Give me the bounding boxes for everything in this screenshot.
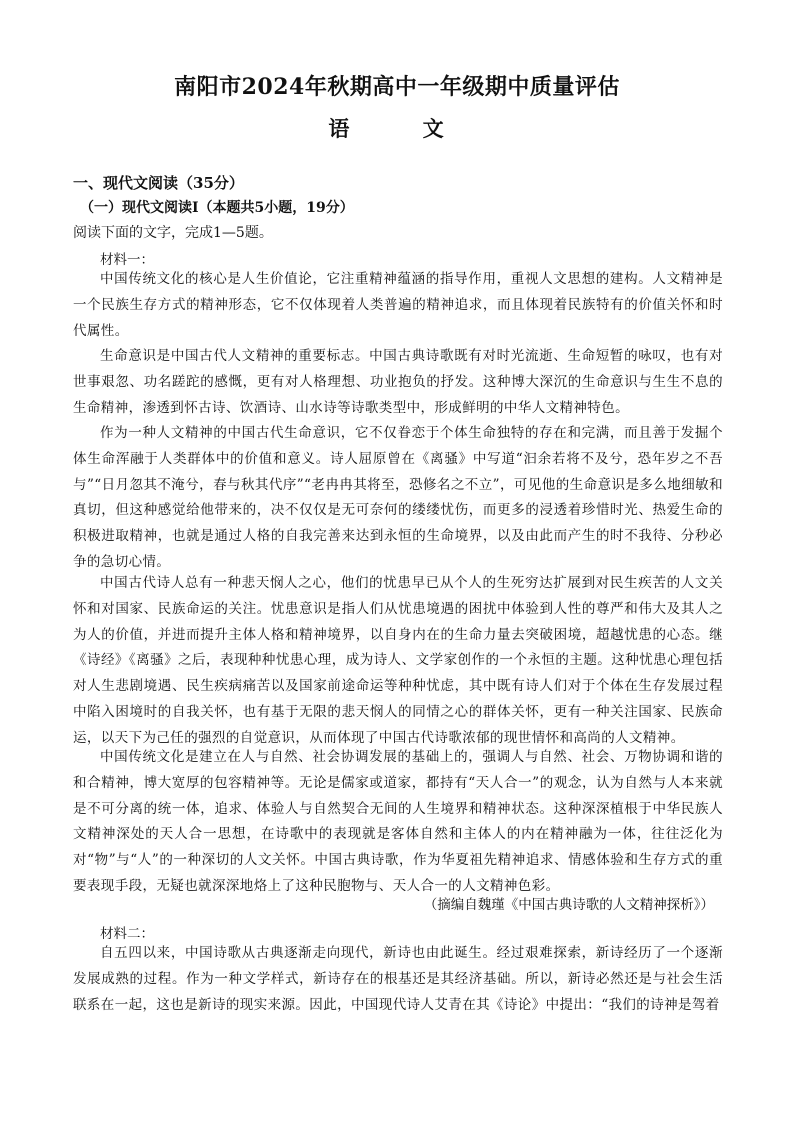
- material-one-paragraph: 中国传统文化是建立在人与自然、社会协调发展的基础上的，强调人与自然、社会、万物协调和谐的和合精神，博大宽厚的包容精神等。无论是儒家或道家，都持有“天人合一”的观念，认为自然与人本来就是不可分离的统一体，追求、体验人与自然契合无间的人生境界和精神状态。这种深深植根于中华民族人文精神深处的天人合一思想，在诗歌中的表现就是客体自然和主体人的内在精神融为一体，往往泛化为对“物”与“人”的一种深切的人文关怀。中国古典诗歌，作为华夏祖先精神追求、情感体验和生存方式的重要表现手段，无疑也就深深地烙上了这种民胞物与、天人合一的人文精神色彩。: [73, 749, 723, 894]
- material-one-label: 材料一：: [100, 252, 154, 268]
- material-one-paragraph: 生命意识是中国古代人文精神的重要标志。中国古典诗歌既有对时光流逝、生命短暂的咏叹，也有对世事艰忽、功名蹉跎的感慨，更有对人格理想、功业抱负的抒发。这种博大深沉的生命意识与生生不息的生命精神，渗透到怀古诗、饮酒诗、山水诗等诗歌类型中，形成鲜明的中华人文精神特色。: [73, 348, 723, 416]
- section-heading: 一、现代文阅读（35分）: [73, 174, 244, 192]
- material-one-paragraph: 中国传统文化的核心是人生价值论，它注重精神蕴涵的指导作用，重视人文思想的建构。人文精神是一个民族生存方式的精神形态，它不仅体现着人类普遍的精神追求，而且体现着民族特有的价值关怀和时代属性。: [73, 271, 723, 339]
- material-two-paragraph: 自五四以来，中国诗歌从古典逐渐走向现代，新诗也由此诞生。经过艰难探索，新诗经历了一个逐渐发展成熟的过程。作为一种文学样式，新诗存在的根基还是其经济基础。所以，新诗必然还是与社会生活联系在一起，这也是新诗的现实来源。因此，中国现代诗人艾青在其《诗论》中提出：“我们的诗神是驾着: [73, 945, 723, 1013]
- source-citation: （摘编自魏瑾《中国古典诗歌的人文精神探析》）: [423, 897, 714, 913]
- reading-instruction: 阅读下面的文字，完成1—5题。: [73, 225, 273, 241]
- material-one-paragraph: 作为一种人文精神的中国古代生命意识，它不仅眷恋于个体生命独特的存在和完满，而且善于发掘个体生命浑融于人类群体中的价值和意义。诗人屈原曾在《离骚》中写道“汩余若将不及兮，恐年岁之不吾与”“日月忽其不淹兮，春与秋其代序”“老冉冉其将至，恐修名之不立”，可见他的生命意识是多么地细敏和真切，但这种感觉给他带来的，决不仅仅是无可奈何的缕缕忧伤，而更多的浸透着珍惜时光、热爱生命的积极进取精神，也就是通过人格的自我完善来达到永恒的生命境界，以及由此而产生的时不我待、分秒必争的急切心情。: [73, 425, 723, 570]
- material-one-paragraph: 中国古代诗人总有一种悲天悯人之心，他们的忧患早已从个人的生死穷达扩展到对民生疾苦的人文关怀和对国家、民族命运的关注。忧患意识是指人们从忧患境遇的困扰中体验到人性的尊严和伟大及其人之为人的价值，并进而提升主体人格和精神境界，以自身内在的生命力量去突破困境，超越忧患的心态。继《诗经》《离骚》之后，表现种种忧患心理，成为诗人、文学家创作的一个永恒的主题。这种忧患心理包括对人生悲剧境遇、民生疾病痛苦以及国家前途命运等种种忧虑，其中既有诗人们对于个体在生存发展过程中陷入困境时的自我关怀，也有基于无限的悲天悯人的同情之心的群体关怀，更有一种关注国家、民族命运，以天下为己任的强烈的自觉意识，从而体现了中国古代诗歌浓郁的现世情怀和高尚的人文精神。: [73, 575, 723, 746]
- material-two-label: 材料二：: [100, 926, 154, 942]
- page-title: 南阳市2024年秋期高中一年级期中质量评估: [174, 74, 620, 100]
- subject-title: 语 文: [328, 116, 466, 141]
- subsection-heading: （一）现代文阅读Ⅰ（本题共5小题，19分）: [80, 200, 354, 216]
